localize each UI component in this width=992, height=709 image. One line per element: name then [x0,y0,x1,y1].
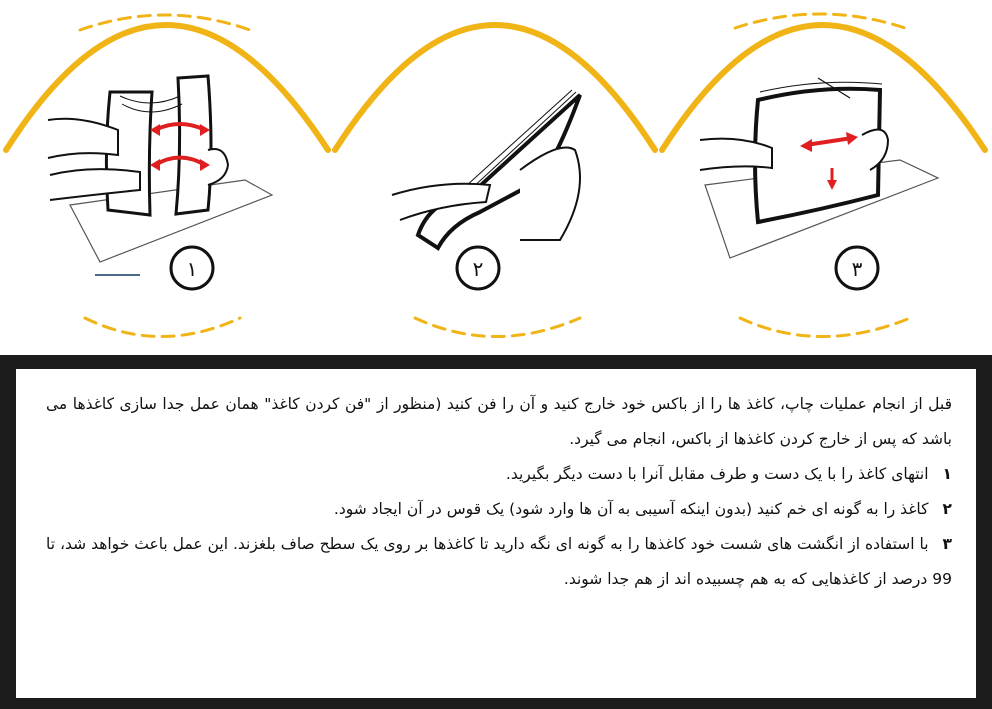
intro-paragraph: قبل از انجام عملیات چاپ، کاغذ ها را از باکس خود خارج کنید و آن را فن کنید (منظور از "فن کردن کاغذ" همان عمل جدا سازی کاغذها می باشد که پس از خارج کردن کاغذها از باکس، انجام می گیرد. [46,395,952,448]
step-2-text: کاغذ را به گونه ای خم کنید (بدون اینکه آسیبی به آن ها وارد شود) یک قوس در آن ایجاد شود. [333,500,929,518]
step-badge-1 [171,247,213,289]
step-1 [46,457,952,492]
step-1-text: انتهای کاغذ را با یک دست و طرف مقابل آنرا با دست دیگر بگیرید. [505,465,929,483]
step-3 [46,527,952,597]
instructions-panel [0,355,992,709]
step-badge-2 [457,247,499,289]
step-2-number: ۲ [942,500,952,518]
step-3-number: ۳ [942,535,952,553]
flex-paper-stack-icon [392,90,580,248]
instructions-box [16,369,976,698]
step-badge-3 [836,247,878,289]
align-paper-stack-icon [700,78,938,258]
fan-paper-stack-icon [48,76,272,275]
step-1-number: ۱ [942,465,952,483]
arc-bottom-3 [740,318,910,337]
step-badge-label-2: ۲ [472,257,484,281]
step-badge-label-1: ۱ [186,257,198,281]
step-2 [46,492,952,527]
step-badge-label-3: ۳ [851,257,863,281]
arc-top-2 [335,25,655,150]
step-3-text: با استفاده از انگشت های شست خود کاغذها را به گونه ای نگه دارید تا کاغذها بر روی یک سطح صاف بلغزند. این عمل باعث خواهد شد، تا 99 درصد از کاغذهایی که به هم چسبیده اند از هم جدا شوند. [46,535,952,588]
arc-bottom-1 [85,318,240,337]
arc-bottom-2 [415,318,580,337]
